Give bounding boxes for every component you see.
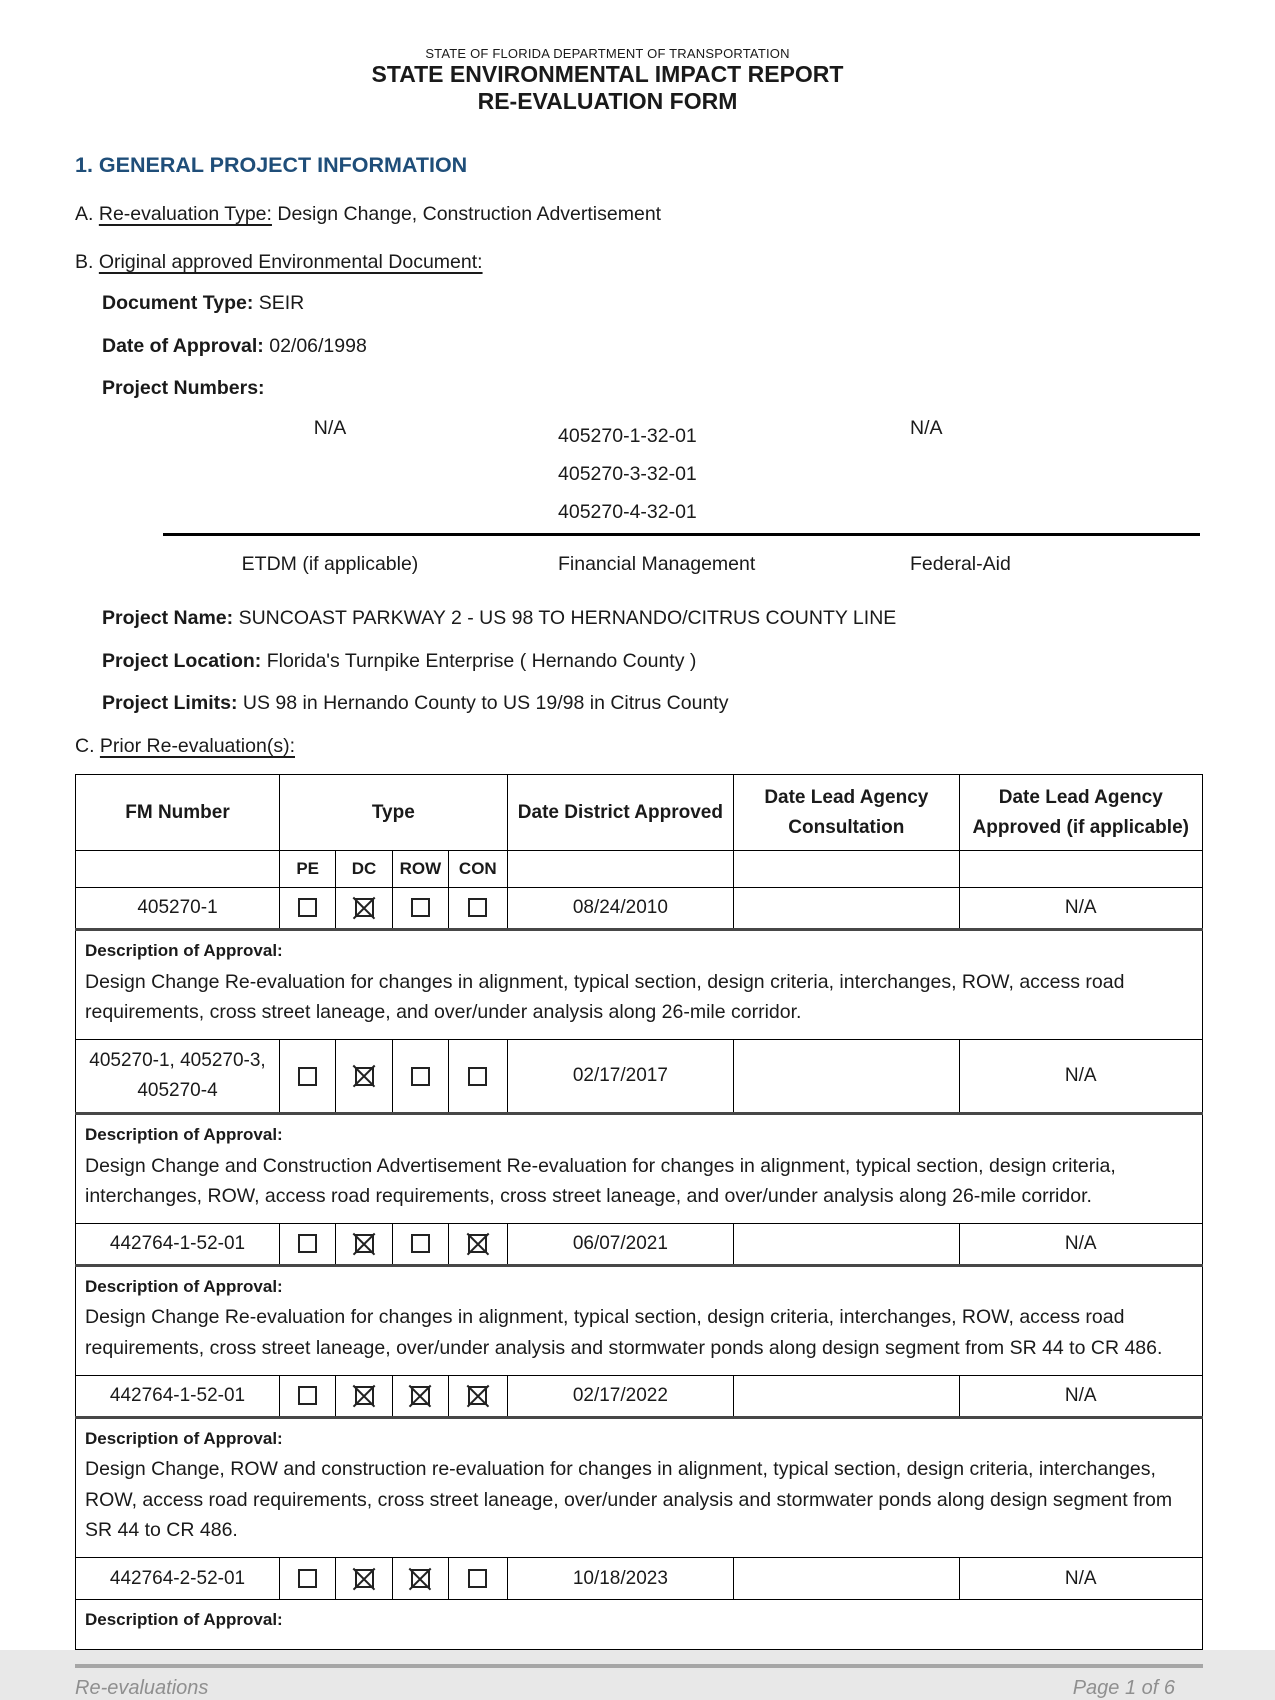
- date-district-cell: 02/17/2017: [507, 1039, 734, 1113]
- con-cell: [449, 1375, 508, 1417]
- con-cell: [449, 888, 508, 930]
- con-cell: [449, 1223, 508, 1265]
- etdm-value: N/A: [313, 417, 347, 440]
- con-cell: [449, 1558, 508, 1600]
- description-cell: [76, 1600, 1203, 1650]
- document-type-label: Document Type:: [102, 292, 254, 315]
- date-consult-cell: [734, 1039, 959, 1113]
- row-cell: [392, 1223, 448, 1265]
- project-limits-field: [102, 690, 1200, 716]
- project-numbers-rule: [163, 533, 1200, 536]
- subheader-dc: DC: [336, 851, 392, 888]
- date-district-cell: 06/07/2021: [507, 1223, 734, 1265]
- item-c-prefix: C.: [75, 735, 95, 758]
- fm-number-cell: 442764-1-52-01: [76, 1223, 280, 1265]
- project-location-value: Florida's Turnpike Enterprise ( Hernando County ): [266, 649, 697, 672]
- con-checkbox[interactable]: [468, 898, 487, 917]
- description-row: [76, 1600, 1203, 1650]
- row-checkbox[interactable]: [411, 1569, 430, 1588]
- project-location-label: Project Location:: [102, 649, 262, 672]
- section-1-heading: 1. GENERAL PROJECT INFORMATION: [75, 153, 468, 178]
- pe-cell: [279, 888, 335, 930]
- item-a-value: Design Change, Construction Advertisement: [277, 203, 662, 226]
- row-checkbox[interactable]: [411, 1386, 430, 1405]
- document-type-value: SEIR: [258, 292, 305, 315]
- date-approved-cell: N/A: [959, 1375, 1202, 1417]
- col-header-fm-number: FM Number: [76, 775, 280, 851]
- subheader-con: CON: [449, 851, 508, 888]
- document-type-field: [102, 290, 1200, 316]
- item-a-line: [75, 203, 1200, 226]
- project-numbers-block: [75, 411, 1200, 581]
- subheader-pe: PE: [279, 851, 335, 888]
- pe-cell: [279, 1223, 335, 1265]
- row-cell: [392, 888, 448, 930]
- description-text: Design Change Re-evaluation for changes in alignment, typical section, design criteria, interchanges, ROW, access road requirements, cross street laneage, and over/under analysis along 26-mile corridor.: [85, 970, 1125, 1024]
- dc-checkbox[interactable]: [355, 1067, 374, 1086]
- item-c-line: [75, 735, 1200, 758]
- financial-management-label: Financial Management: [558, 553, 756, 576]
- row-checkbox[interactable]: [411, 898, 430, 917]
- description-label: Description of Approval:: [85, 1276, 283, 1296]
- dc-checkbox[interactable]: [355, 1234, 374, 1253]
- item-b-line: [75, 251, 1200, 274]
- fm-number-cell: 442764-1-52-01: [76, 1375, 280, 1417]
- col-header-type: Type: [279, 775, 507, 851]
- description-cell: [76, 930, 1203, 1040]
- description-text: Design Change Re-evaluation for changes in alignment, typical section, design criteria, interchanges, ROW, access road requirements, cross street laneage, over/under analysis and stormwater ponds along design segment from SR 44 to CR 486.: [85, 1306, 1163, 1359]
- table-subheader-row: [76, 851, 1203, 888]
- prior-reevaluations-table: [75, 774, 1203, 1650]
- table-header-row: [76, 775, 1203, 851]
- dc-cell: [336, 1558, 392, 1600]
- date-district-cell: 08/24/2010: [507, 888, 734, 930]
- description-cell: [76, 1417, 1203, 1557]
- subheader-empty: [76, 851, 280, 888]
- date-of-approval-label: Date of Approval:: [102, 334, 264, 357]
- description-cell: [76, 1265, 1203, 1375]
- row-cell: [392, 1375, 448, 1417]
- description-label: Description of Approval:: [85, 1124, 283, 1144]
- project-limits-label: Project Limits:: [102, 691, 238, 714]
- dc-checkbox[interactable]: [355, 898, 374, 917]
- pe-cell: [279, 1375, 335, 1417]
- financial-management-values: [558, 417, 697, 531]
- date-consult-cell: [734, 1223, 959, 1265]
- pe-checkbox[interactable]: [298, 898, 317, 917]
- description-row: [76, 1265, 1203, 1375]
- date-consult-cell: [734, 1558, 959, 1600]
- col-header-date-lead-consult: Date Lead Agency Consultation: [734, 775, 959, 851]
- row-cell: [392, 1039, 448, 1113]
- item-a-label: Re-evaluation Type:: [98, 203, 272, 226]
- dc-cell: [336, 888, 392, 930]
- dc-checkbox[interactable]: [355, 1569, 374, 1588]
- federal-aid-value: N/A: [910, 417, 943, 440]
- date-consult-cell: [734, 1375, 959, 1417]
- col-header-date-lead-approved: Date Lead Agency Approved (if applicable): [959, 775, 1202, 851]
- document-title-line1: STATE ENVIRONMENTAL IMPACT REPORT: [371, 61, 844, 87]
- project-numbers-values: [75, 411, 1200, 533]
- con-cell: [449, 1039, 508, 1113]
- con-checkbox[interactable]: [468, 1067, 487, 1086]
- item-a-prefix: A.: [75, 203, 94, 226]
- item-b-prefix: B.: [75, 251, 94, 274]
- row-checkbox[interactable]: [411, 1067, 430, 1086]
- date-approved-cell: N/A: [959, 1223, 1202, 1265]
- date-district-cell: 10/18/2023: [507, 1558, 734, 1600]
- description-label: Description of Approval:: [85, 1610, 283, 1630]
- description-row: [76, 1113, 1203, 1223]
- date-consult-cell: [734, 888, 959, 930]
- description-label: Description of Approval:: [85, 941, 283, 960]
- footer-rule: [75, 1664, 1203, 1668]
- project-location-field: [102, 648, 1200, 674]
- project-name-label: Project Name:: [102, 607, 234, 630]
- subheader-empty: [507, 851, 734, 888]
- description-label: Description of Approval:: [85, 1428, 283, 1448]
- description-text: Design Change, ROW and construction re-evaluation for changes in alignment, typical section, design criteria, interchanges, ROW, access road requirements, cross street laneage, over/under analysis and stormwater ponds along design segment from SR 44 to CR 486.: [85, 1458, 1173, 1542]
- pe-checkbox[interactable]: [298, 1569, 317, 1588]
- agency-line: STATE OF FLORIDA DEPARTMENT OF TRANSPORTATION: [425, 46, 790, 61]
- project-numbers-labels: [75, 553, 1200, 581]
- table-row: [76, 1223, 1203, 1265]
- etdm-label: ETDM (if applicable): [241, 553, 419, 576]
- fm-number-cell: 405270-1, 405270-3, 405270-4: [76, 1039, 280, 1113]
- date-of-approval-field: [102, 333, 1200, 359]
- pe-checkbox[interactable]: [298, 1234, 317, 1253]
- item-c-label: Prior Re-evaluation(s):: [99, 735, 295, 758]
- project-numbers-field: [102, 375, 1200, 401]
- table-row: [76, 1375, 1203, 1417]
- subheader-empty: [959, 851, 1202, 888]
- dc-checkbox[interactable]: [355, 1386, 374, 1405]
- pe-cell: [279, 1558, 335, 1600]
- table-row: [76, 1039, 1203, 1113]
- financial-management-value: 405270-4-32-01: [558, 501, 697, 524]
- fm-number-cell: 442764-2-52-01: [76, 1558, 280, 1600]
- description-row: [76, 930, 1203, 1040]
- table-row: [76, 888, 1203, 930]
- date-approved-cell: N/A: [959, 1039, 1202, 1113]
- description-row: [76, 1417, 1203, 1557]
- federal-aid-label: Federal-Aid: [910, 553, 1011, 576]
- date-approved-cell: N/A: [959, 1558, 1202, 1600]
- financial-management-value: 405270-1-32-01: [558, 425, 697, 448]
- pe-checkbox[interactable]: [298, 1386, 317, 1405]
- document-header: [75, 46, 1140, 115]
- project-numbers-label: Project Numbers:: [102, 376, 265, 399]
- subheader-row: ROW: [392, 851, 448, 888]
- col-header-date-district: Date District Approved: [507, 775, 734, 851]
- subheader-empty: [734, 851, 959, 888]
- item-b-label: Original approved Environmental Document:: [98, 251, 483, 274]
- description-text: Design Change and Construction Advertisement Re-evaluation for changes in alignment, typical section, design criteria, interchanges, ROW, access road requirements, cross street laneage, and over/under analysis along 26-mile corridor.: [85, 1154, 1116, 1208]
- row-cell: [392, 1558, 448, 1600]
- description-cell: [76, 1113, 1203, 1223]
- document-title-line2: RE-EVALUATION FORM: [477, 88, 738, 115]
- dc-cell: [336, 1039, 392, 1113]
- row-checkbox[interactable]: [411, 1234, 430, 1253]
- dc-cell: [336, 1223, 392, 1265]
- pe-checkbox[interactable]: [298, 1067, 317, 1086]
- project-name-field: [102, 605, 1200, 631]
- con-checkbox[interactable]: [468, 1234, 487, 1253]
- project-name-value: SUNCOAST PARKWAY 2 - US 98 TO HERNANDO/CITRUS COUNTY LINE: [238, 607, 897, 630]
- date-district-cell: 02/17/2022: [507, 1375, 734, 1417]
- con-checkbox[interactable]: [468, 1569, 487, 1588]
- table-row: [76, 1558, 1203, 1600]
- footer-document-name: Re-evaluations: [75, 1677, 209, 1700]
- date-of-approval-value: 02/06/1998: [269, 334, 367, 357]
- dc-cell: [336, 1375, 392, 1417]
- financial-management-value: 405270-3-32-01: [558, 463, 697, 486]
- fm-number-cell: 405270-1: [76, 888, 280, 930]
- con-checkbox[interactable]: [468, 1386, 487, 1405]
- project-limits-value: US 98 in Hernando County to US 19/98 in Citrus County: [242, 691, 729, 714]
- footer-page-number: Page 1 of 6: [1072, 1677, 1175, 1700]
- page-footer: [75, 1677, 1175, 1700]
- date-approved-cell: N/A: [959, 888, 1202, 930]
- pe-cell: [279, 1039, 335, 1113]
